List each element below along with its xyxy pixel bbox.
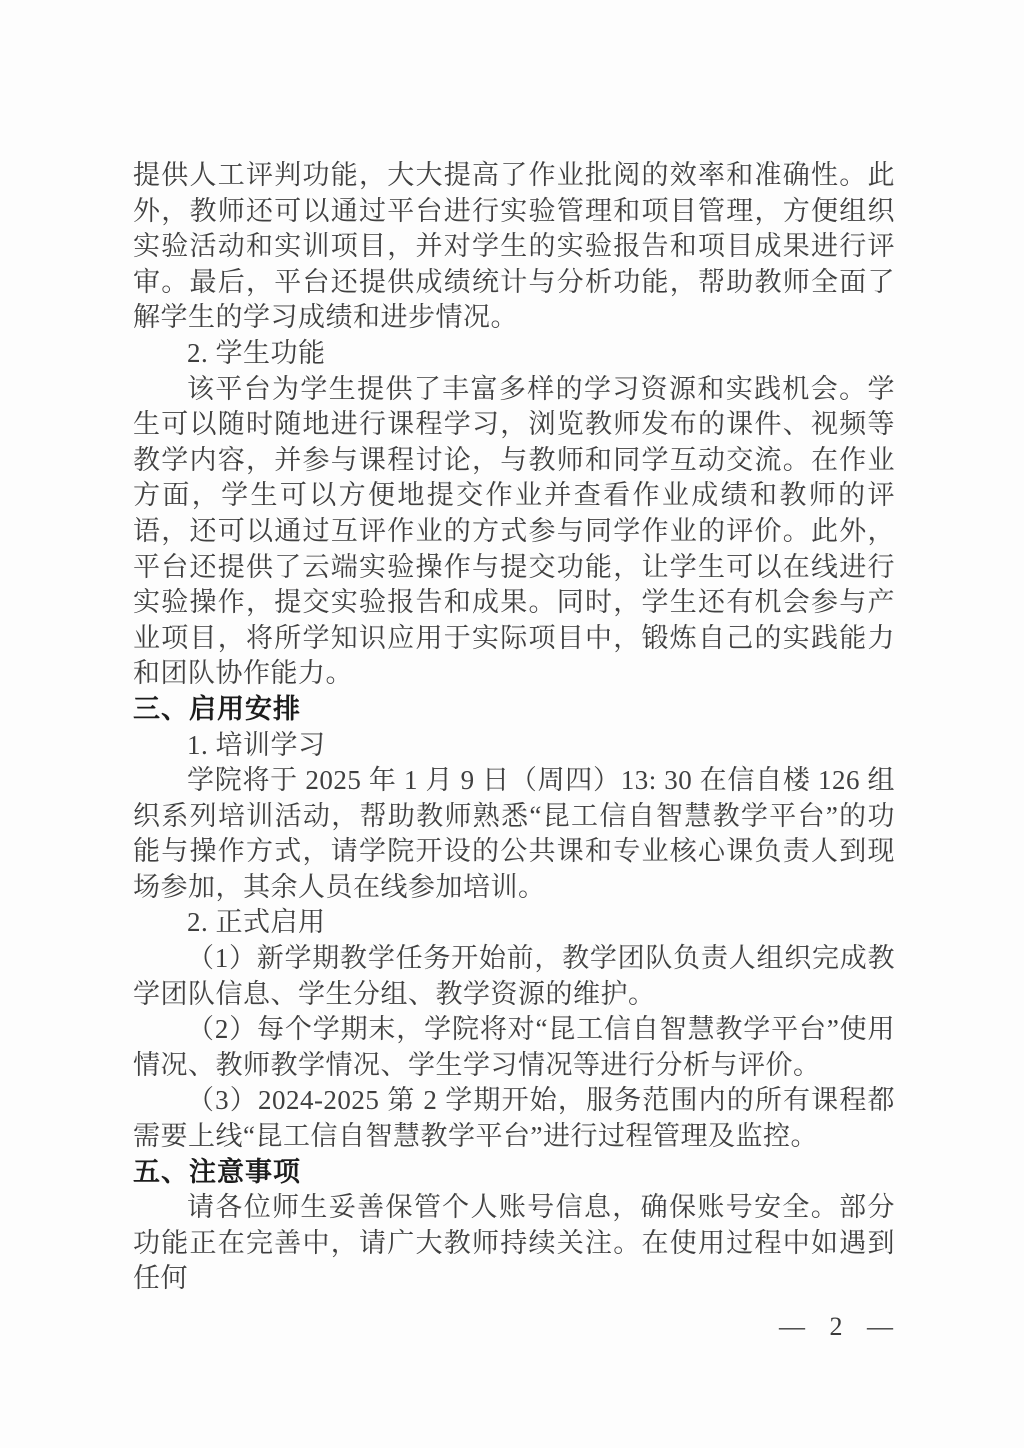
section-heading-notes: 五、注意事项	[133, 1156, 301, 1187]
paragraph-student-functions: 该平台为学生提供了丰富多样的学习资源和实践机会。学生可以随时随地进行课程学习，浏览教师发布的课件、视频等教学内容，并参与课程讨论，与教师和同学互动交流。在作业方面，学生可以方便地提交作业并查看作业成绩和教师的评语，还可以通过互评作业的方式参与同学作业的评价。此外，平台还提供了云端实验操作与提交功能，让学生可以在线进行实验操作，提交实验报告和成果。同时，学生还有机会参与产业项目，将所学知识应用于实际项目中，锻炼自己的实践能力和团队协作能力。	[133, 373, 895, 689]
paragraph-training-study: 学院将于 2025 年 1 月 9 日（周四）13: 30 在信自楼 126 组织系列培训活动，帮助教师熟悉“昆工信自智慧教学平台”的功能与操作方式，请学院开设的公共课和专业核心课负责人到现场参加，其余人员在线参加培训。	[133, 765, 895, 902]
section-heading-launch-arrangement: 三、启用安排	[133, 693, 301, 724]
page-number: — 2 —	[779, 1312, 895, 1341]
paragraph-teacher-functions-continuation: 提供人工评判功能，大大提高了作业批阅的效率和准确性。此外，教师还可以通过平台进行实验管理和项目管理，方便组织实验活动和实训项目，并对学生的实验报告和项目成果进行评审。最后，平台还提供成绩统计与分析功能，帮助教师全面了解学生的学习成绩和进步情况。	[133, 160, 895, 333]
subhead-official-launch: 2. 正式启用	[187, 907, 326, 938]
paragraph-launch-item-2: （2）每个学期末，学院将对“昆工信自智慧教学平台”使用情况、教师教学情况、学生学习情况等进行分析与评价。	[133, 1014, 895, 1080]
paragraph-launch-item-3: （3）2024-2025 第 2 学期开始，服务范围内的所有课程都需要上线“昆工信自智慧教学平台”进行过程管理及监控。	[133, 1085, 895, 1152]
paragraph-notes: 请各位师生妥善保管个人账号信息，确保账号安全。部分功能正在完善中，请广大教师持续关注。在使用过程中如遇到任何	[133, 1192, 895, 1294]
paragraph-launch-item-1: （1）新学期教学任务开始前，教学团队负责人组织完成教学团队信息、学生分组、教学资源的维护。	[133, 943, 895, 1009]
document-text-block	[133, 158, 895, 1297]
subhead-training-study: 1. 培训学习	[187, 729, 326, 760]
subhead-student-functions: 2. 学生功能	[187, 337, 326, 368]
